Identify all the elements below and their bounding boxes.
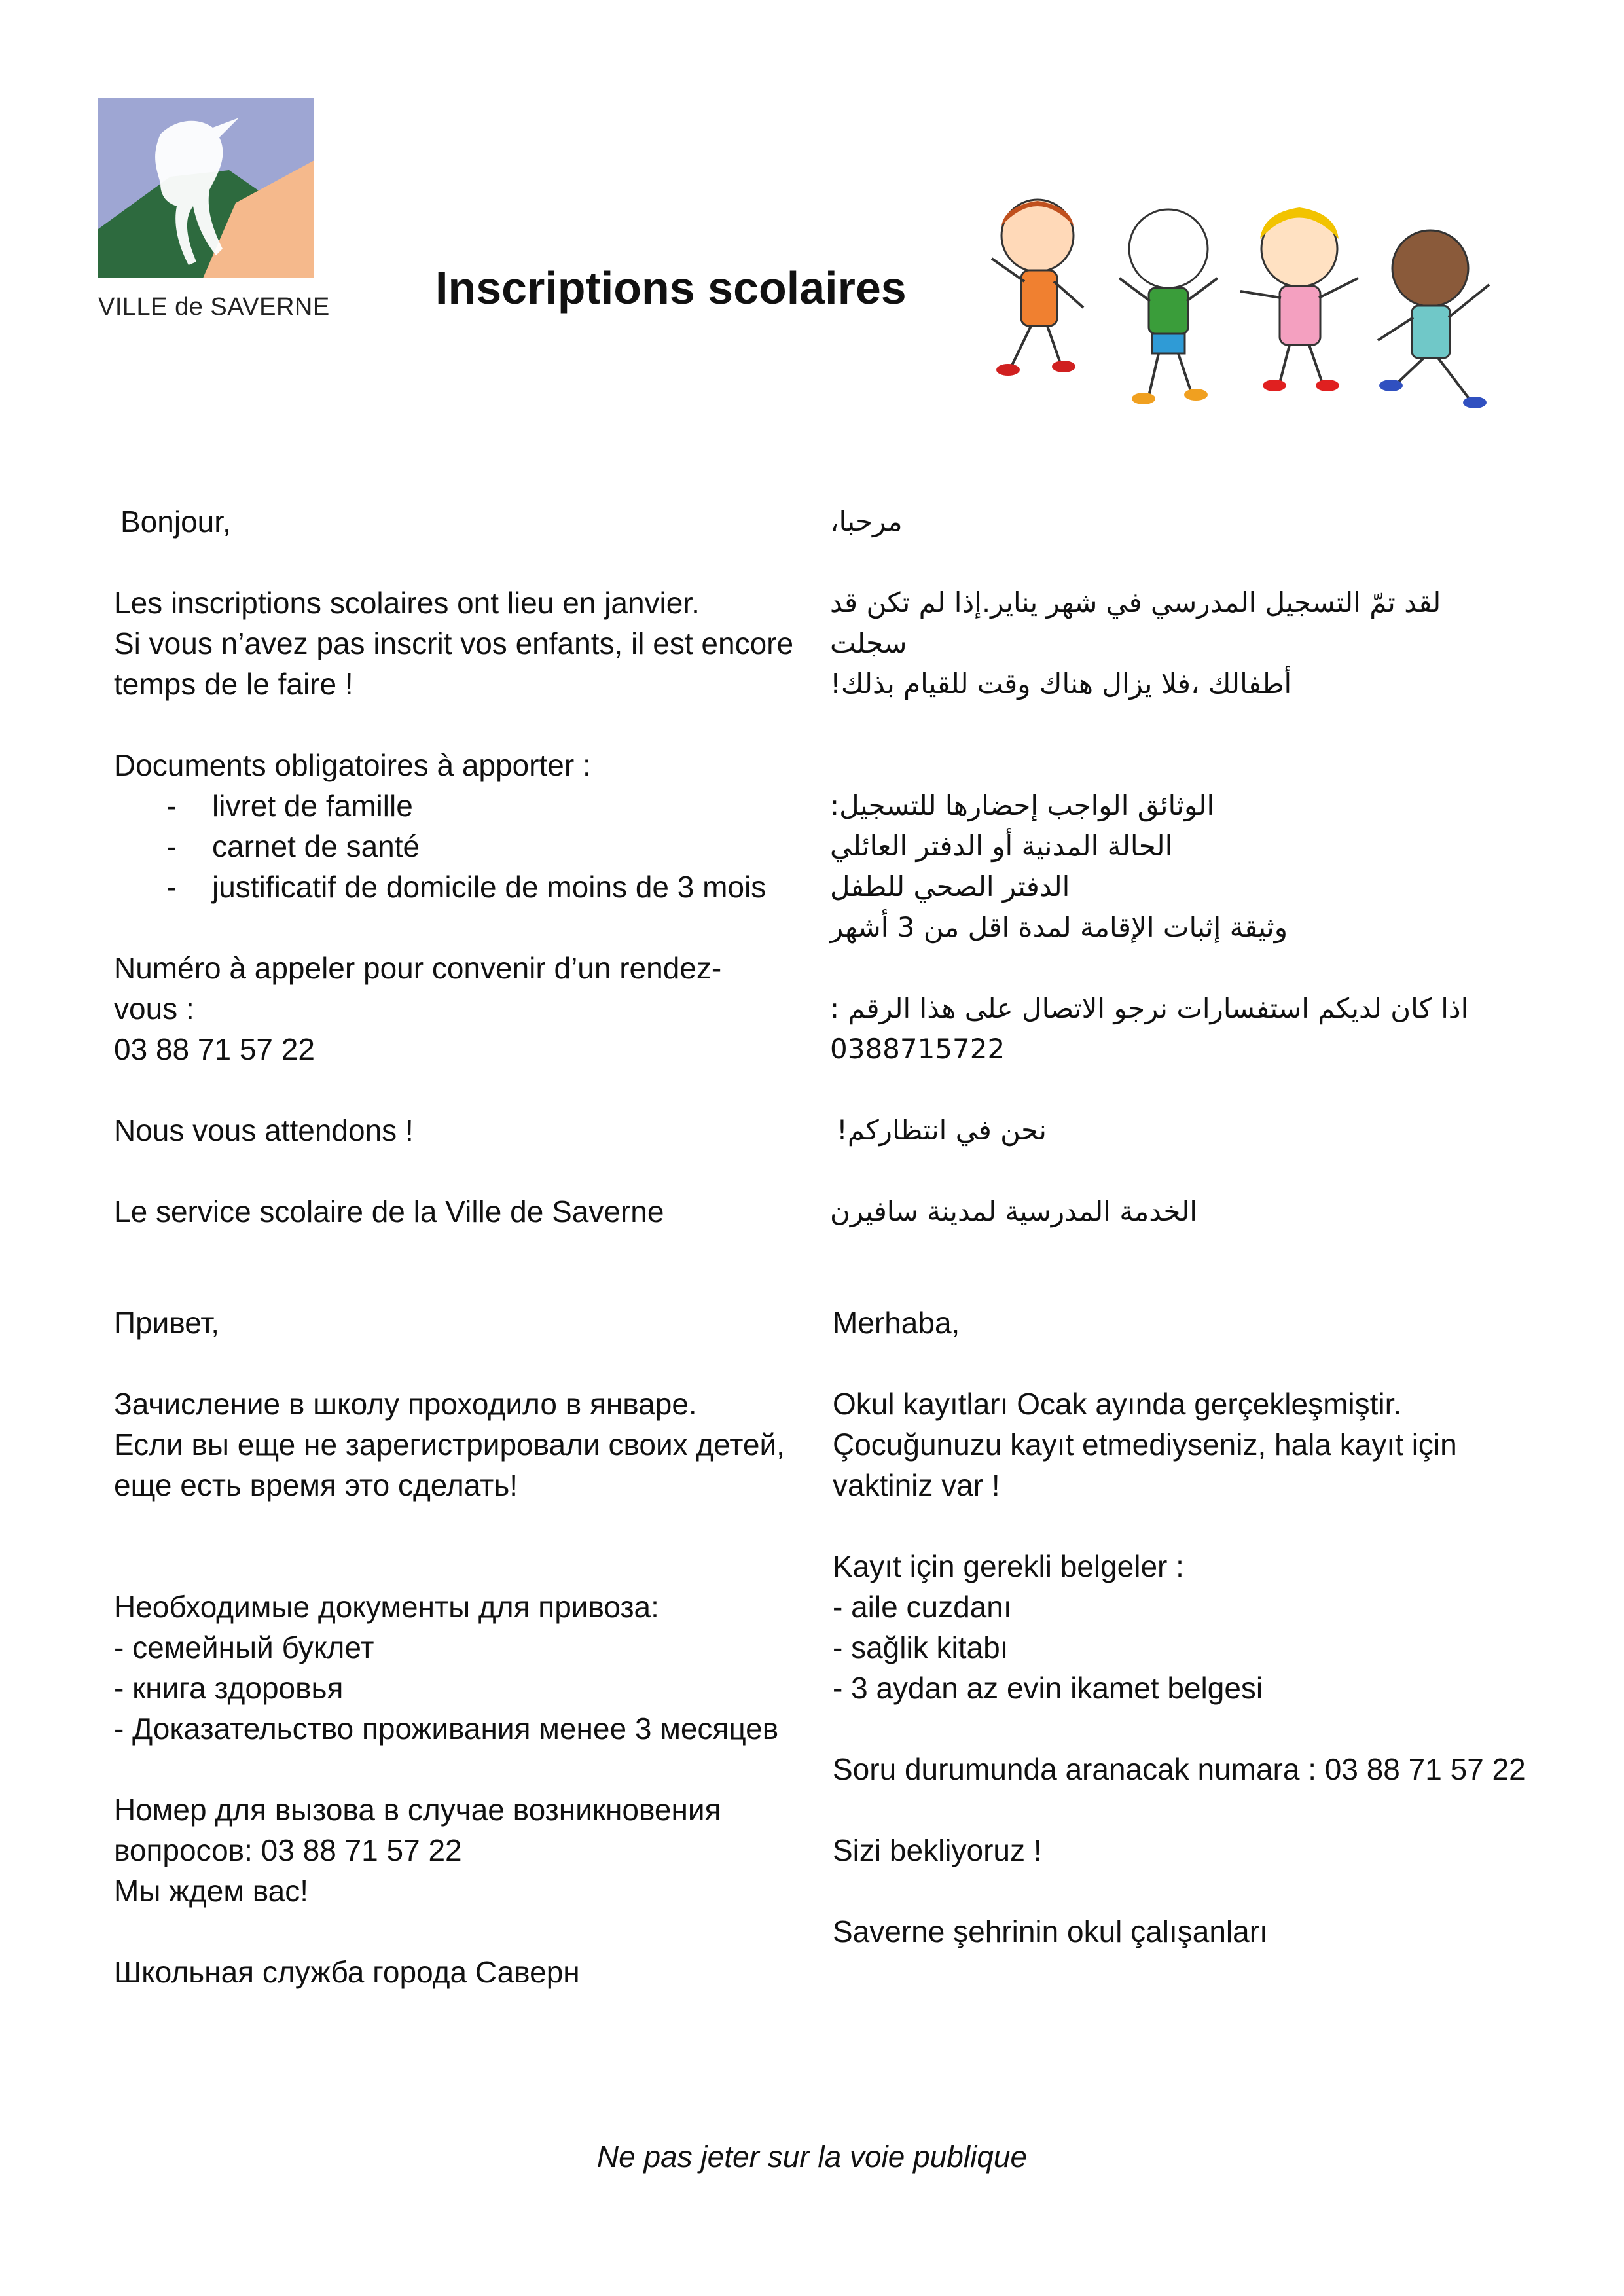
list-item: - livret de famille: [114, 785, 795, 826]
phone-label-fr-2: vous :: [114, 992, 194, 1026]
greeting-fr: Bonjour,: [120, 505, 231, 539]
intro-ru-3: еще есть время это сделать!: [114, 1468, 518, 1502]
phone-ar: 0388715722: [830, 1033, 1005, 1065]
phone-tr: Soru durumunda aranacak numara : 03 88 71 57 22: [833, 1752, 1526, 1786]
intro-fr-1: Les inscriptions scolaires ont lieu en janvier.: [114, 586, 700, 620]
intro-fr-2: Si vous n’avez pas inscrit vos enfants, il est encore: [114, 626, 794, 660]
closing-ru: Мы ждем вас!: [114, 1874, 309, 1908]
greeting-ar: مرحبا،: [830, 505, 903, 537]
french-section: [114, 501, 795, 1232]
logo-caption: VILLE de SAVERNE: [98, 293, 330, 321]
list-item: - carnet de santé: [114, 826, 795, 867]
turkish-section: [833, 1302, 1579, 1952]
intro-ar-2: أطفالك ،فلا يزال هناك وقت للقيام بذلك!: [830, 668, 1292, 700]
docs-heading-fr: Documents obligatoires à apporter :: [114, 748, 591, 782]
greeting-tr: Merhaba,: [833, 1306, 960, 1340]
list-item: - aile cuzdanı: [833, 1590, 1012, 1624]
list-item: وثيقة إثبات الإقامة لمدة اقل من 3 أشهر: [830, 911, 1288, 943]
russian-section: [114, 1302, 808, 1992]
list-item: - 3 aydan az evin ikamet belgesi: [833, 1671, 1263, 1705]
intro-tr-1: Okul kayıtları Ocak ayında gerçekleşmiştir.: [833, 1387, 1402, 1421]
intro-tr-2: Çocuğunuzu kayıt etmediyseniz, hala kayıt için: [833, 1427, 1457, 1462]
list-item: الدفتر الصحي للطفل: [830, 870, 1070, 903]
docs-heading-ar: الوثائق الواجب إحضارها للتسجيل:: [830, 789, 1215, 821]
intro-tr-3: vaktiniz var !: [833, 1468, 1000, 1502]
list-item: - Доказательство проживания менее 3 месяцев: [114, 1712, 779, 1746]
intro-ru-1: Зачисление в школу проходило в январе.: [114, 1387, 697, 1421]
list-item: الحالة المدنية أو الدفتر العائلي: [830, 830, 1173, 862]
docs-heading-tr: Kayıt için gerekli belgeler :: [833, 1549, 1184, 1583]
phone-ru: вопросов: 03 88 71 57 22: [114, 1833, 462, 1867]
children-illustration-icon: [972, 187, 1528, 425]
greeting-ru: Привет,: [114, 1306, 220, 1340]
closing-tr: Sizi bekliyoruz !: [833, 1833, 1042, 1867]
phone-fr: 03 88 71 57 22: [114, 1032, 315, 1066]
docs-heading-ru: Необходимые документы для привоза:: [114, 1590, 659, 1624]
list-item: - семейный буклет: [114, 1630, 374, 1664]
phone-label-fr-1: Numéro à appeler pour convenir d’un rendez-: [114, 951, 722, 985]
signature-tr: Saverne şehrinin okul çalışanları: [833, 1914, 1268, 1948]
intro-ar-1: لقد تمّ التسجيل المدرسي في شهر يناير.إذا لم تكن قد سجلت: [821, 586, 1441, 659]
list-item: - sağlik kitabı: [833, 1630, 1009, 1664]
unicorn-logo-icon: [98, 98, 314, 278]
docs-list-fr: [114, 785, 795, 907]
phone-label-ru: Номер для вызова в случае возникновения: [114, 1793, 721, 1827]
list-item: - justificatif de domicile de moins de 3 mois: [114, 867, 795, 907]
arabic-section: [821, 501, 1485, 1232]
phone-label-ar: اذا كان لديكم استفسارات نرجو الاتصال على هذا الرقم :: [830, 992, 1469, 1024]
signature-ru: Школьная служба города Саверн: [114, 1955, 580, 1989]
closing-fr: Nous vous attendons !: [114, 1113, 414, 1147]
page-title: Inscriptions scolaires: [435, 262, 907, 314]
footer-note: Ne pas jeter sur la voie publique: [596, 2140, 1028, 2174]
intro-ru-2: Если вы еще не зарегистрировали своих детей,: [114, 1427, 785, 1462]
list-item: - книга здоровья: [114, 1671, 344, 1705]
signature-ar: الخدمة المدرسية لمدينة سافيرن: [830, 1195, 1197, 1227]
signature-fr: Le service scolaire de la Ville de Saverne: [114, 1194, 664, 1229]
intro-fr-3: temps de le faire !: [114, 667, 353, 701]
closing-ar: نحن في انتظاركم!: [837, 1114, 1047, 1146]
